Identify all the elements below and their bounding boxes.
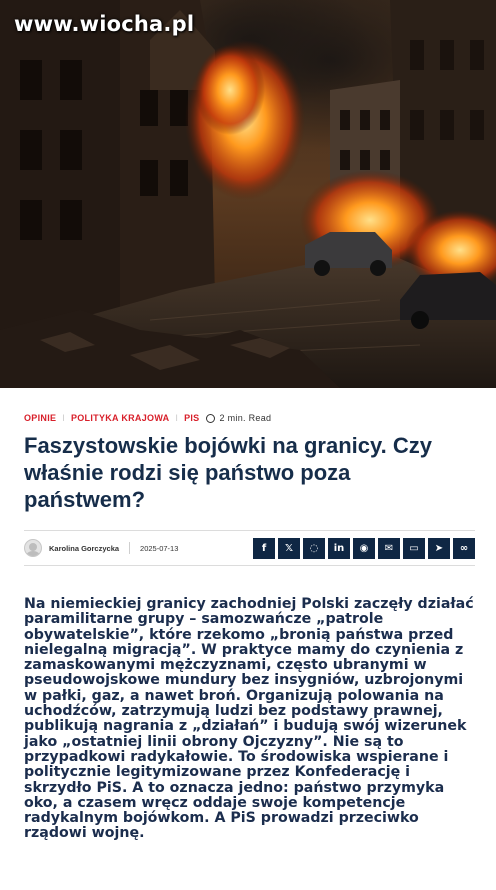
divider-top [24,530,475,531]
read-time-label: 2 min. Read [219,413,272,423]
email-icon[interactable]: ✉ [378,538,400,559]
article-title: Faszystowskie bojówki na granicy. Czy właśnie rodzi się państwo poza państwem? [24,433,432,512]
category-separator: ǀ [62,413,65,423]
burning-street-illustration [0,0,496,388]
reddit-icon[interactable]: ◉ [353,538,375,559]
linkedin-icon[interactable]: in [328,538,350,559]
divider-bottom [24,565,475,566]
publish-date: 2025-07-13 [140,543,179,553]
category-polityka-krajowa[interactable]: POLITYKA KRAJOWA [70,413,170,423]
category-pis[interactable]: PIS [184,413,200,423]
read-time [206,413,272,423]
share-buttons [253,538,475,559]
category-separator: ǀ [175,413,179,423]
copy-link-icon[interactable]: ∞ [453,538,475,559]
telegram-icon[interactable]: ➤ [428,538,450,559]
print-icon[interactable]: ▭ [403,538,425,559]
author-name[interactable]: Karolina Gorczycka [49,543,120,553]
clock-icon [206,414,215,423]
article-meta [24,411,271,425]
whatsapp-icon[interactable]: ◌ [303,538,325,559]
site-watermark: www.wiocha.pl [14,12,195,36]
x-icon[interactable]: 𝕏 [278,538,300,559]
facebook-icon[interactable]: f [253,538,275,559]
avatar[interactable] [24,539,42,557]
author-row [24,537,475,559]
divider [129,542,130,554]
hero-image [0,0,496,388]
category-opinie[interactable]: OPINIE [24,413,57,423]
article-body: Na niemieckiej granicy zachodniej Polski zaczęły działać paramilitarne grupy – samozwańcze „patrole obywatelskie”, które rzekomo „bronią państwa przed nielegalną migracją”. W praktyce mamy do czynienia z zamaskowanymi mężczyznami, często ubranymi w pseudowojskowe mundury bez insygniów, uzbrojonymi w pałki, gaz, a nawet broń. Organizują polowania na uchodźców, zatrzymują ludzi bez podstawy prawnej, publikują nagrania z „działań” i budują swój wizerunek jako „ostatniej linii obrony Ojczyzny”. Nie są to przypadkowi radykałowie. To środowiska wspierane i politycznie legitymizowane przez Konfederację i skrzydło PiS. A to oznacza jedno: państwo przymyka oko, a czasem wręcz oddaje swoje kompetencje radykalnym bojówkom. A PiS prowadzi przeciwko rządowi wojnę. [24,596,474,842]
